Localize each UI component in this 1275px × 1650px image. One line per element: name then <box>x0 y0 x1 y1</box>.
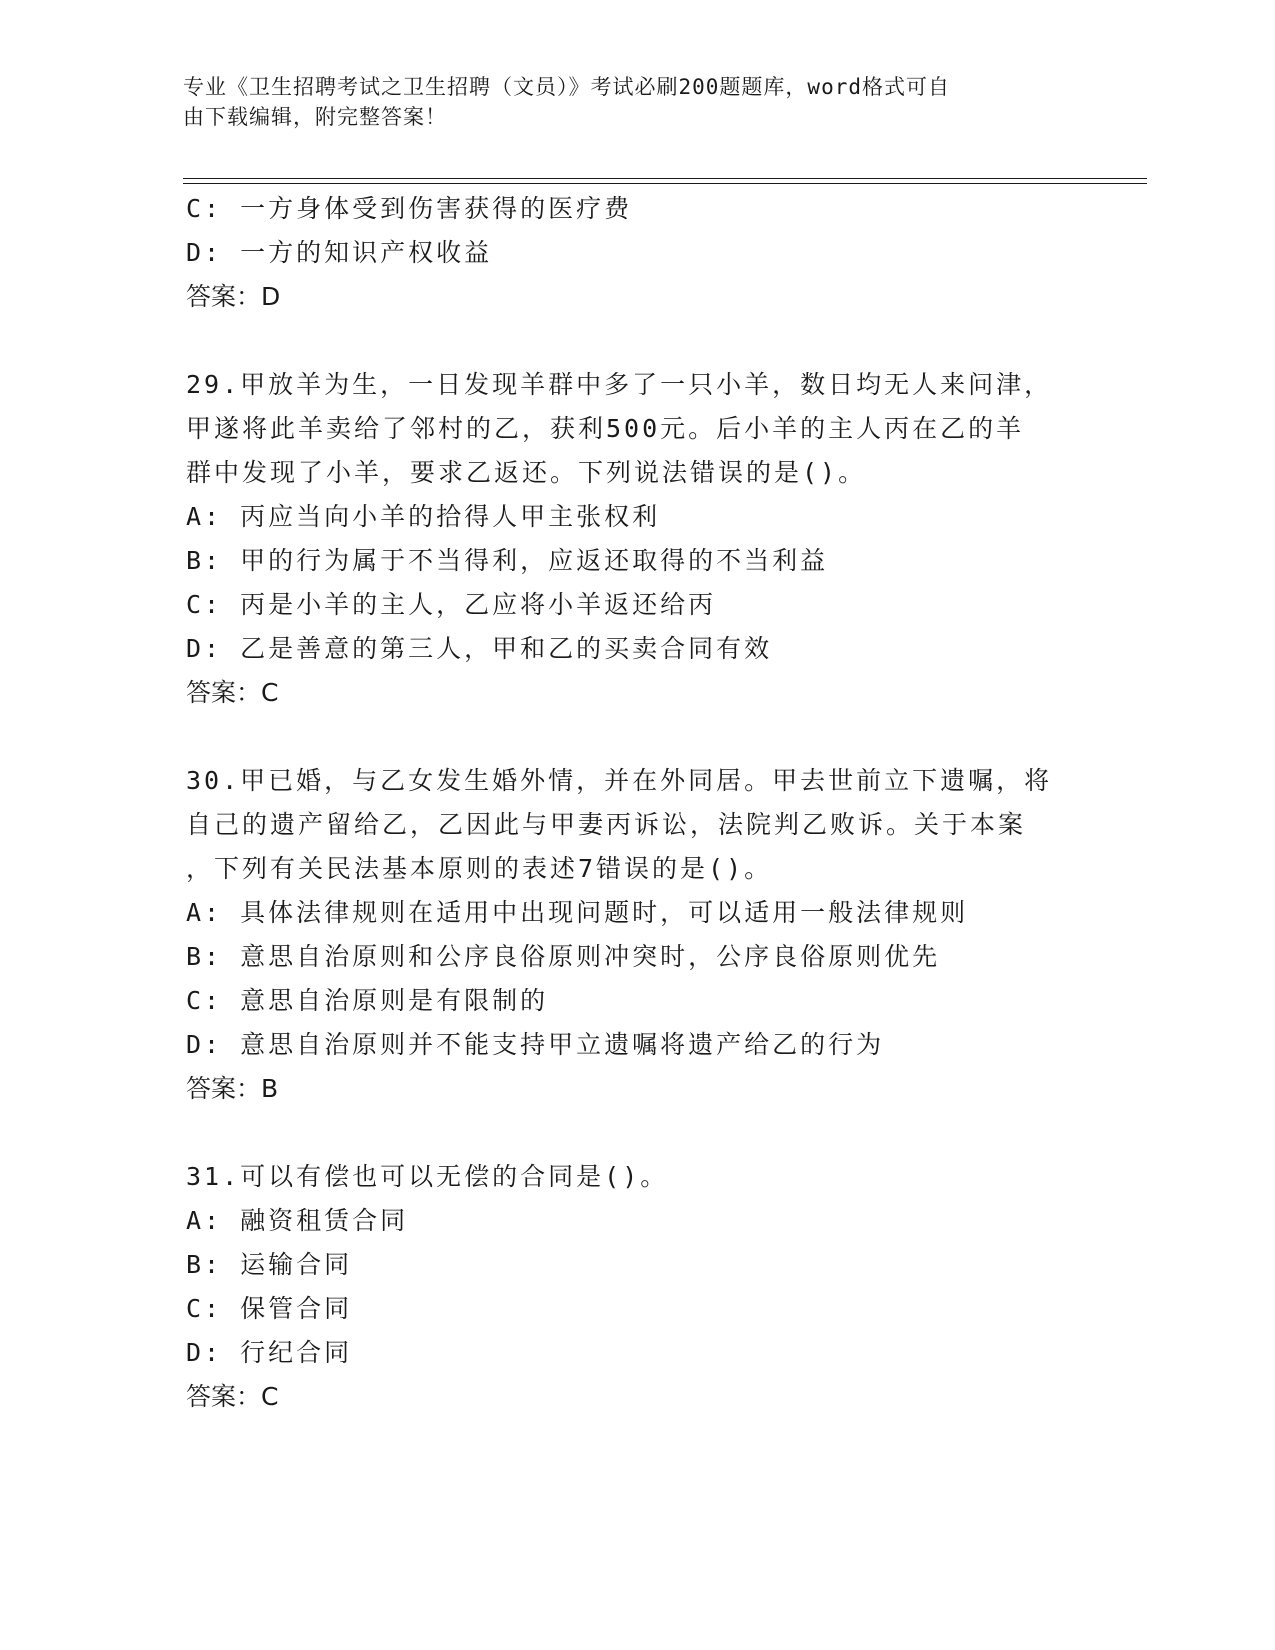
q29-stem-line-1: 29.甲放羊为生，一日发现羊群中多了一只小羊，数日均无人来问津， <box>186 370 1053 399</box>
header-rule-bottom <box>183 183 1147 184</box>
q28-answer: 答案：D <box>186 282 281 311</box>
q31-option-a: A: 融资租赁合同 <box>186 1206 409 1235</box>
header-rule-top <box>183 178 1147 179</box>
q29-option-a: A: 丙应当向小羊的拾得人甲主张权利 <box>186 502 661 531</box>
q30-option-c: C: 意思自治原则是有限制的 <box>186 986 549 1015</box>
q30-option-d: D: 意思自治原则并不能支持甲立遗嘱将遗产给乙的行为 <box>186 1030 885 1059</box>
header-line-1: 专业《卫生招聘考试之卫生招聘（文员）》考试必刷200题题库，word格式可自 <box>183 75 950 99</box>
q31-option-d: D: 行纪合同 <box>186 1338 353 1367</box>
q29-answer: 答案：C <box>186 678 279 707</box>
q30-option-b: B: 意思自治原则和公序良俗原则冲突时，公序良俗原则优先 <box>186 942 941 971</box>
q30-stem-line-3: ，下列有关民法基本原则的表述7错误的是()。 <box>186 854 773 883</box>
q31-option-b: B: 运输合同 <box>186 1250 353 1279</box>
document-header <box>183 72 1083 132</box>
q29-option-b: B: 甲的行为属于不当得利，应返还取得的不当利益 <box>186 546 829 575</box>
header-line-2: 由下载编辑，附完整答案！ <box>183 105 447 129</box>
q31-stem-line-1: 31.可以有偿也可以无偿的合同是()。 <box>186 1162 669 1191</box>
q30-answer: 答案：B <box>186 1074 279 1103</box>
q30-stem-line-1: 30.甲已婚，与乙女发生婚外情，并在外同居。甲去世前立下遗嘱，将 <box>186 766 1053 795</box>
q30-stem-line-2: 自己的遗产留给乙，乙因此与甲妻丙诉讼，法院判乙败诉。关于本案 <box>186 810 1027 839</box>
q30-option-a: A: 具体法律规则在适用中出现问题时，可以适用一般法律规则 <box>186 898 969 927</box>
q29-stem-line-3: 群中发现了小羊，要求乙返还。下列说法错误的是()。 <box>186 458 867 487</box>
q29-option-c: C: 丙是小羊的主人，乙应将小羊返还给丙 <box>186 590 717 619</box>
q29-stem-line-2: 甲遂将此羊卖给了邻村的乙，获利500元。后小羊的主人丙在乙的羊 <box>186 414 1025 443</box>
q28-option-c: C: 一方身体受到伤害获得的医疗费 <box>186 194 633 223</box>
q31-option-c: C: 保管合同 <box>186 1294 353 1323</box>
q28-option-d: D: 一方的知识产权收益 <box>186 238 493 267</box>
q31-answer: 答案：C <box>186 1382 279 1411</box>
q29-option-d: D: 乙是善意的第三人，甲和乙的买卖合同有效 <box>186 634 773 663</box>
